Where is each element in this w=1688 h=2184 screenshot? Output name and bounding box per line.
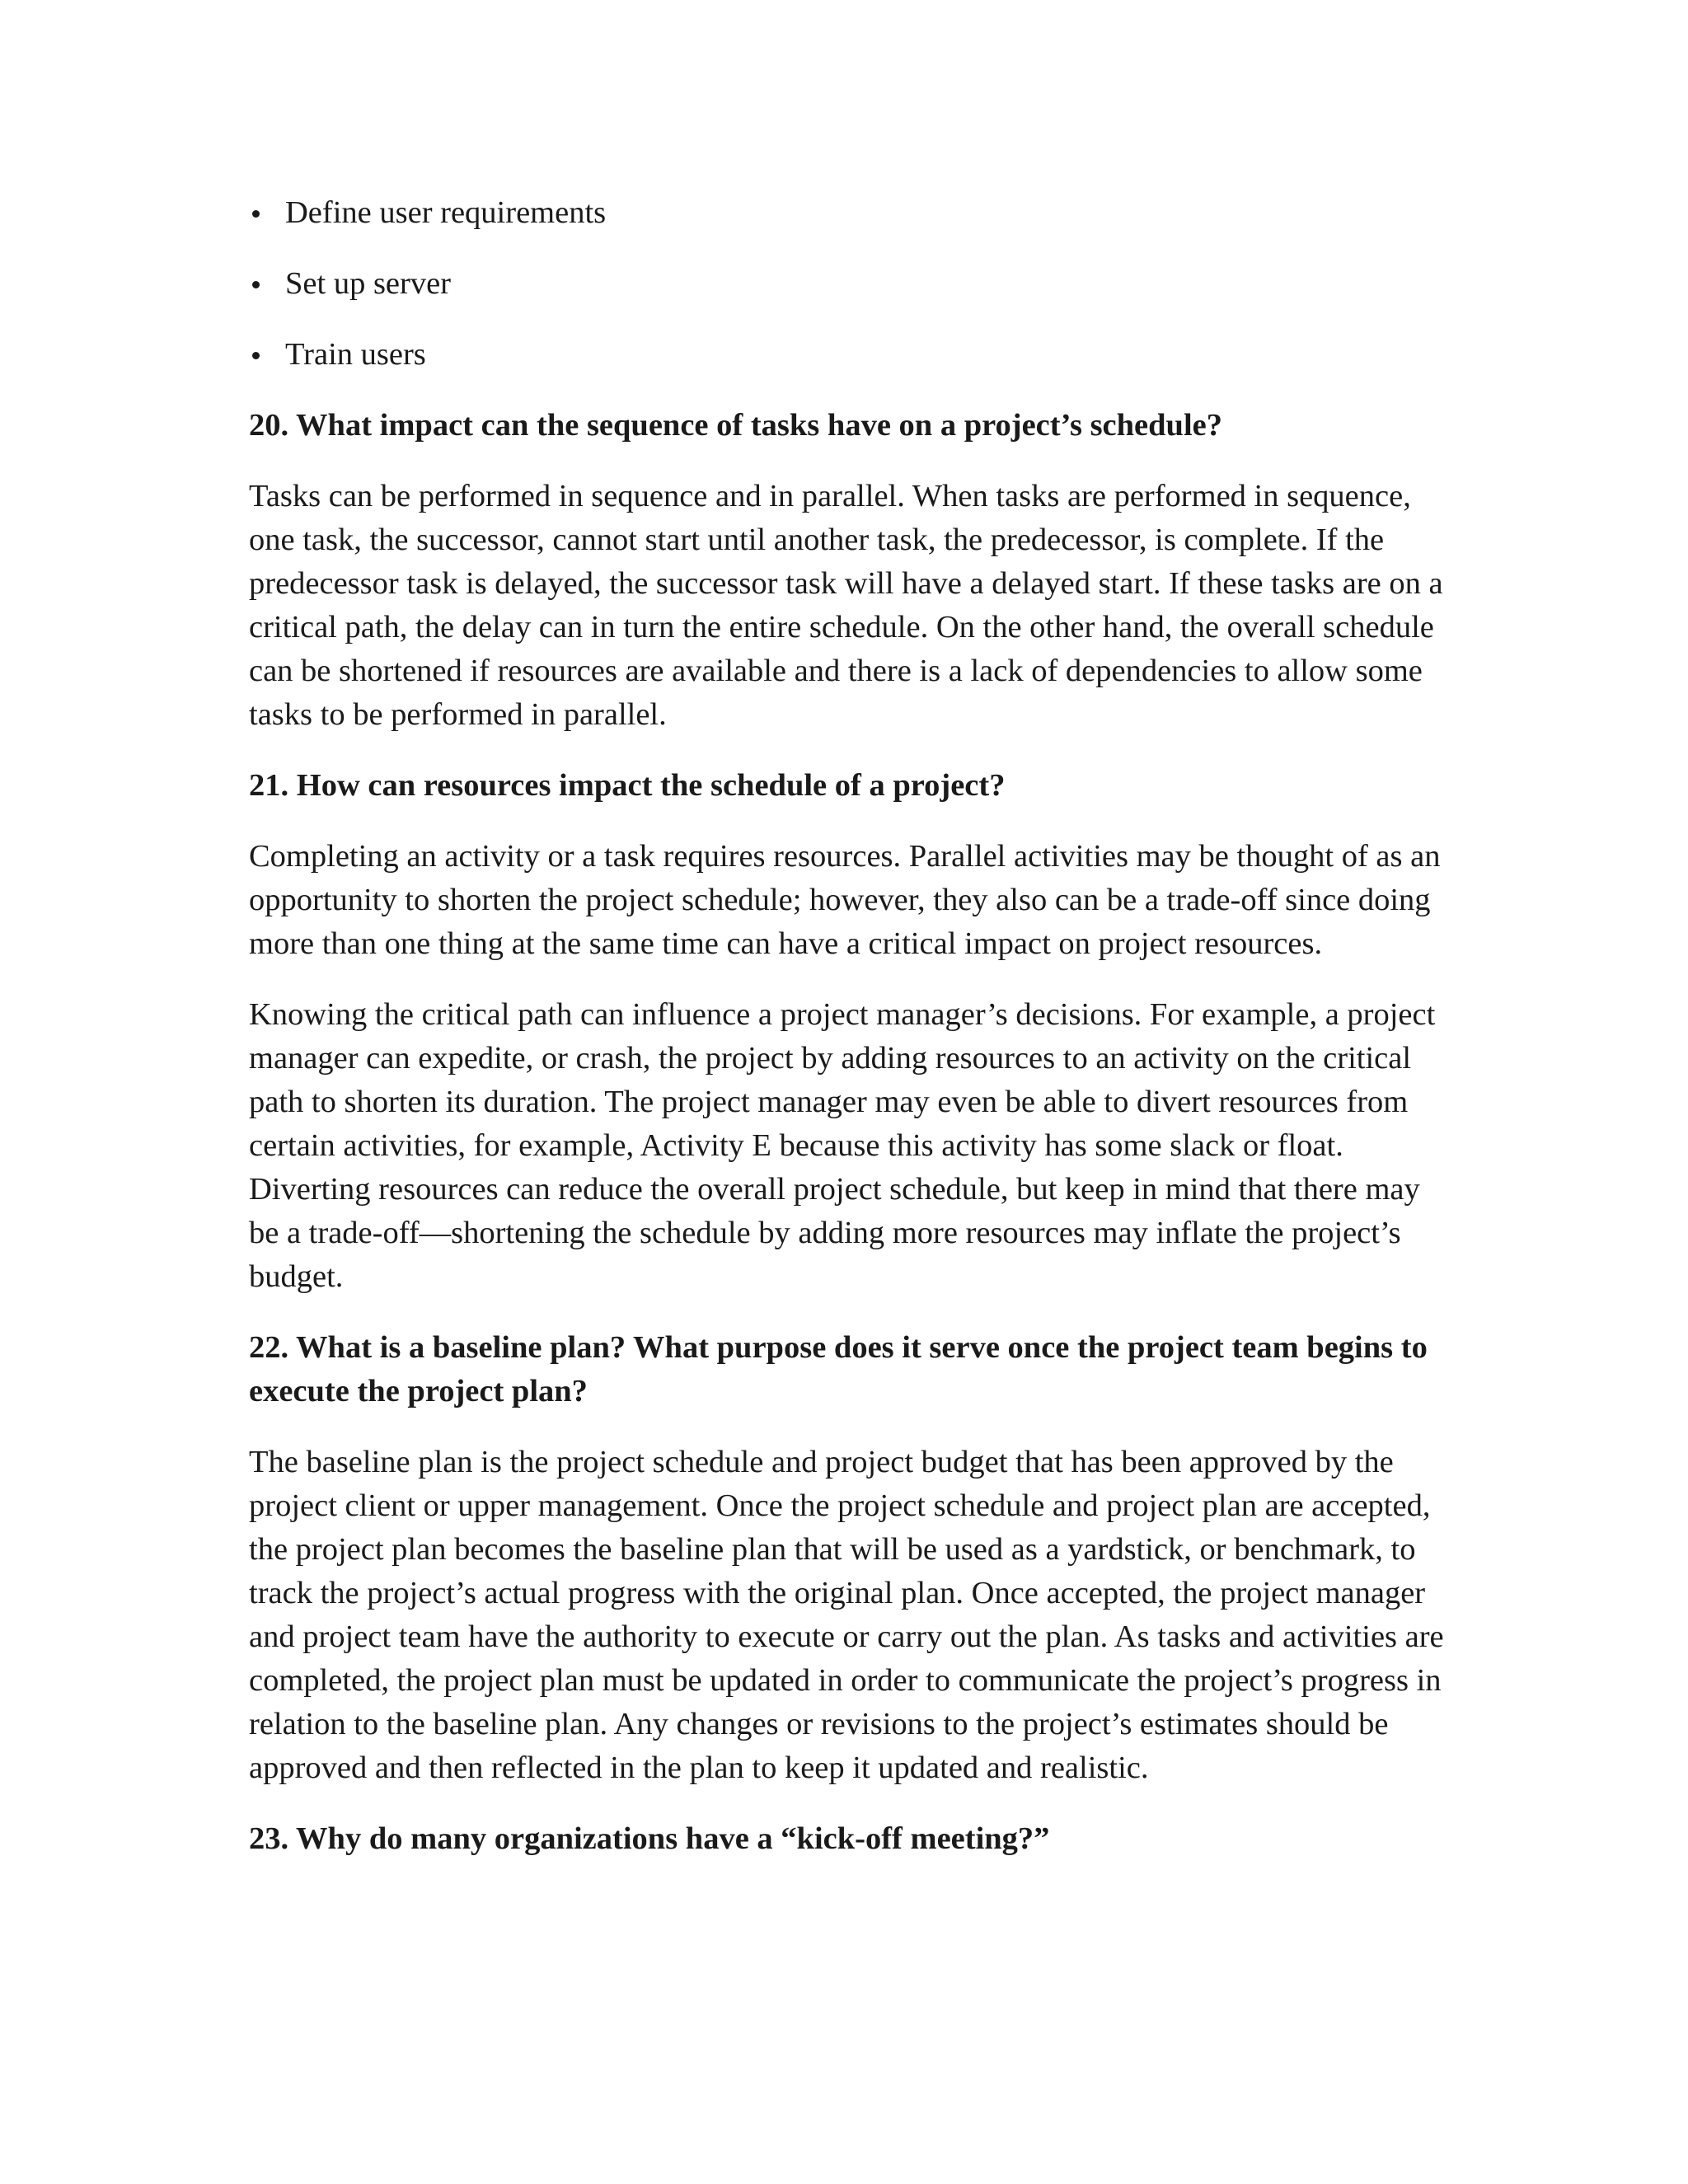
question-23-heading: 23. Why do many organizations have a “kick-off meeting?” [249, 1821, 1050, 1856]
question-20-section [249, 404, 1444, 737]
question-21-section [249, 764, 1444, 1299]
question-20-heading: 20. What impact can the sequence of tasks have on a project’s schedule? [249, 408, 1222, 443]
question-22-heading: 22. What is a baseline plan? What purpose does it serve once the project team begins to execute the project plan? [249, 1330, 1428, 1408]
bullet-dot-icon [252, 281, 260, 288]
bullet-text: Train users [285, 337, 426, 372]
bullet-dot-icon [252, 352, 260, 359]
bullet-text: Set up server [285, 266, 451, 301]
question-21-answer-p1: Completing an activity or a task requires resources. Parallel activities may be thought of as an opportunity to shorten the project schedule; however, they also can be a trade-off since doing more than one thing at the same time can have a critical impact on project resources. [249, 839, 1441, 961]
question-21-heading: 21. How can resources impact the schedule of a project? [249, 768, 1006, 803]
bullet-item [249, 191, 1444, 235]
bullet-item [249, 333, 1444, 377]
question-20-answer: Tasks can be performed in sequence and in parallel. When tasks are performed in sequence, one task, the successor, cannot start until another task, the predecessor, is complete. If the predecessor task is delayed, the successor task will have a delayed start. If these tasks are on a critical path, the delay can in turn the entire schedule. On the other hand, the overall schedule can be shortened if resources are available and there is a lack of dependencies to allow some tasks to be performed in parallel. [249, 479, 1443, 732]
question-22-section [249, 1326, 1444, 1790]
bullet-item [249, 262, 1444, 306]
bullet-text: Define user requirements [285, 195, 607, 230]
question-21-answer-p2: Knowing the critical path can influence a project manager’s decisions. For example, a project manager can expedite, or crash, the project by adding resources to an activity on the critical path to shorten its duration. The project manager may even be able to divert resources from certain activities, for example, Activity E because this activity has some slack or float. Diverting resources can reduce the overall project schedule, but keep in mind that there may be a trade-off—shortening the schedule by adding more resources may inflate the project’s budget. [249, 997, 1436, 1294]
bullet-dot-icon [252, 210, 260, 218]
task-bullet-list [249, 191, 1444, 377]
question-23-section [249, 1817, 1444, 1861]
document-page [249, 191, 1444, 1888]
question-22-answer: The baseline plan is the project schedule and project budget that has been approved by the project client or upper management. Once the project schedule and project plan are accepted, the project plan becomes the baseline plan that will be used as a yardstick, or benchmark, to track the project’s actual progress with the original plan. Once accepted, the project manager and project team have the authority to execute or carry out the plan. As tasks and activities are completed, the project plan must be updated in order to communicate the project’s progress in relation to the baseline plan. Any changes or revisions to the project’s estimates should be approved and then reflected in the plan to keep it updated and realistic. [249, 1445, 1444, 1785]
